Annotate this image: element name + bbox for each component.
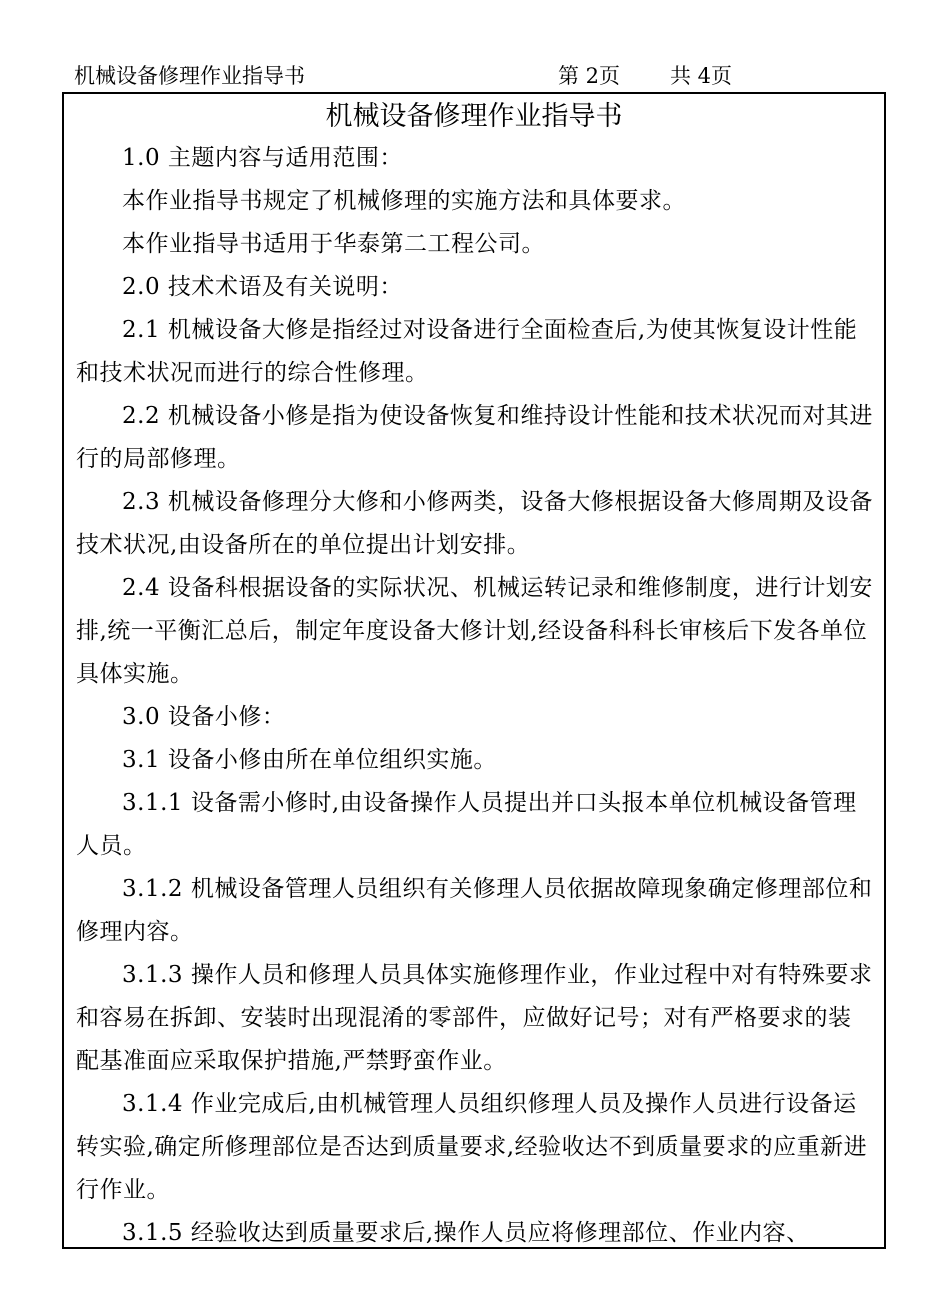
paragraph: 3.1 设备小修由所在单位组织实施。 (122, 747, 497, 773)
paragraph: 3.1.3 操作人员和修理人员具体实施修理作业，作业过程中对有特殊要求和容易在拆卸、安装时出现混淆的零部件，应做好记号；对有严格要求的装配基准面应采取保护措施,严禁野蛮作业。 (76, 962, 873, 1074)
paragraph: 3.0 设备小修： (122, 704, 286, 730)
paragraph: 2.3 机械设备修理分大修和小修两类，设备大修根据设备大修周期及设备技术状况,由设备所在的单位提出计划安排。 (76, 489, 873, 558)
paragraph: 2.1 机械设备大修是指经过对设备进行全面检查后,为使其恢复设计性能和技术状况而进行的综合性修理。 (76, 317, 858, 386)
paragraph: 本作业指导书适用于华泰第二工程公司。 (122, 231, 545, 257)
paragraph: 2.4 设备科根据设备的实际状况、机械运转记录和维修制度，进行计划安排,统一平衡汇总后，制定年度设备大修计划,经设备科科长审核后下发各单位具体实施。 (76, 575, 873, 687)
document-title: 机械设备修理作业指导书 (325, 101, 623, 132)
header-title: 机械设备修理作业指导书 (74, 64, 305, 88)
page-header (74, 60, 894, 92)
paragraph: 3.1.4 作业完成后,由机械管理人员组织修理人员及操作人员进行设备运转实验,确定所修理部位是否达到质量要求,经验收达不到质量要求的应重新进行作业。 (76, 1091, 868, 1203)
page-total: 共 4页 (670, 64, 733, 88)
paragraph: 3.1.1 设备需小修时,由设备操作人员提出并口头报本单位机械设备管理人员。 (76, 790, 857, 859)
paragraph: 本作业指导书规定了机械修理的实施方法和具体要求。 (122, 188, 686, 214)
page-number: 第 2页 (558, 64, 621, 88)
document-body (64, 137, 884, 1249)
paragraph: 1.0 主题内容与适用范围： (122, 145, 403, 171)
paragraph: 3.1.2 机械设备管理人员组织有关修理人员依据故障现象确定修理部位和修理内容。 (76, 876, 873, 945)
paragraph: 3.1.5 经验收达到质量要求后,操作人员应将修理部位、作业内容、 (122, 1220, 810, 1246)
paragraph: 2.2 机械设备小修是指为使设备恢复和维持设计性能和技术状况而对其进行的局部修理。 (76, 403, 873, 472)
document-frame (62, 92, 886, 1249)
paragraph: 2.0 技术术语及有关说明： (122, 274, 403, 300)
